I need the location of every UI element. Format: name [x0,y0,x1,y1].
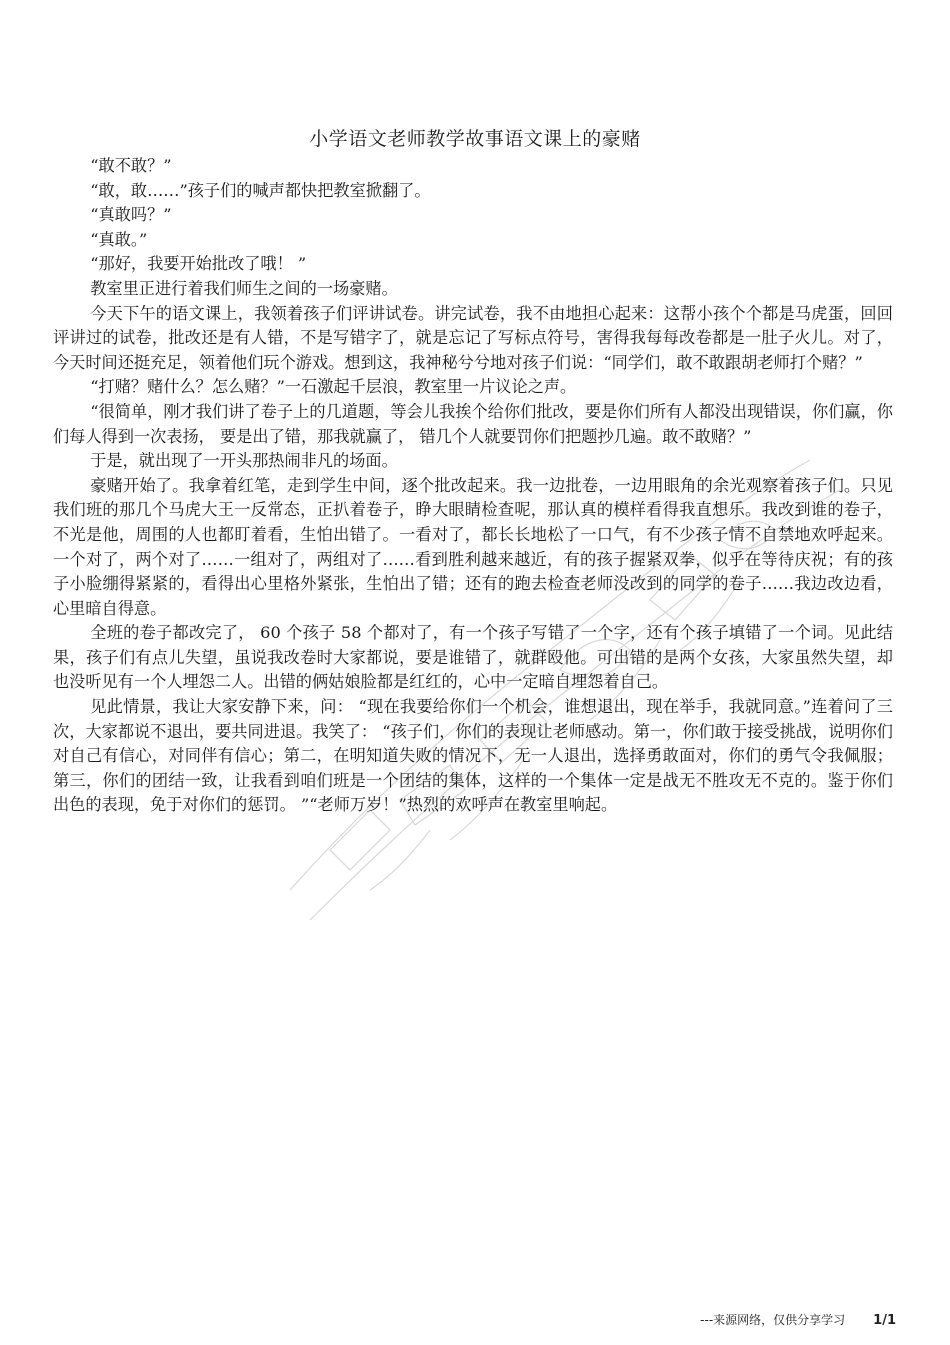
paragraph: 豪赌开始了。我拿着红笔，走到学生中间，逐个批改起来。我一边批卷，一边用眼角的余光观察着孩子们。只见我们班的那几个马虎大王一反常态，正扒着卷子，睁大眼睛检查呢，那认真的模样看得我直想乐。我改到谁的卷子，不光是他，周围的人也都盯着看，生怕出错了。一看对了，都长长地松了一口气，有不少孩子情不自禁地欢呼起来。一个对了，两个对了……一组对了，两组对了……看到胜利越来越近，有的孩子握紧双拳，似乎在等待庆祝；有的孩子小脸绷得紧紧的，看得出心里格外紧张，生怕出了错；还有的跑去检查老师没改到的同学的卷子……我边改边看，心里暗自得意。 [53,475,893,618]
source-note: ---来源网络，仅供分享学习 [700,1313,846,1327]
page-footer [700,1311,896,1328]
paragraph: “真敢。” [90,229,148,249]
document-body [53,154,893,818]
paragraph: “真敢吗？” [90,205,172,225]
paragraph: 全班的卷子都改完了， 60 个孩子 58 个都对了，有一个孩子写错了一个字，还有个孩子填错了一个词。见此结果，孩子们有点儿失望，虽说我改卷时大家都说，要是谁错了，就群殴他。可出错的是两个女孩，大家虽然失望，却也没听见有一个人埋怨二人。出错的俩姑娘脸都是红红的，心中一定暗自埋怨着自己。 [53,623,893,692]
paragraph: “敢不敢？” [90,156,172,175]
paragraph: 见此情景，我让大家安静下来，问： “现在我要给你们一个机会，谁想退出，现在举手，我就同意。”连着问了三次，大家都说不退出，要共同进退。我笑了： “孩子们，你们的表现让老师感动。第一，你们敢于接受挑战，说明你们对自己有信心，对同伴有信心；第二，在明知道失败的情况下，无一人退出，选择勇敢面对，你们的勇气令我佩服；第三，你们的团结一致，让我看到咱们班是一个团结的集体，这样的一个集体一定是战无不胜攻无不克的。鉴于你们出色的表现，免于对你们的惩罚。 ”“老师万岁！”热烈的欢呼声在教室里响起。 [53,697,893,815]
paragraph: “敢，敢……”孩子们的喊声都快把教室掀翻了。 [90,180,431,200]
paragraph: “很简单，刚才我们讲了卷子上的几道题，等会儿我挨个给你们批改，要是你们所有人都没出现错误，你们赢，你们每人得到一次表扬， 要是出了错，那我就赢了， 错几个人就要罚你们把题抄几遍。敢不敢赌？” [53,401,893,446]
paragraph: “打赌？赌什么？怎么赌？”一石激起千层浪，教室里一片议论之声。 [90,377,577,397]
page-number: 1/1 [873,1313,896,1328]
document-title: 小学语文老师教学故事语文课上的豪赌 [309,128,641,150]
paragraph: 今天下午的语文课上，我领着孩子们评讲试卷。讲完试卷，我不由地担心起来：这帮小孩个个都是马虎蛋，回回评讲过的试卷，批改还是有人错，不是写错字了，就是忘记了写标点符号，害得我每每改卷都是一肚子火儿。对了，今天时间还挺充足，领着他们玩个游戏。想到这，我神秘兮兮地对孩子们说：“同学们，敢不敢跟胡老师打个赌？” [53,303,893,372]
paragraph: 于是，就出现了一开头那热闹非凡的场面。 [90,451,398,471]
paragraph: 教室里正进行着我们师生之间的一场豪赌。 [90,278,398,298]
paragraph: “那好，我要开始批改了哦！ ” [90,254,307,274]
